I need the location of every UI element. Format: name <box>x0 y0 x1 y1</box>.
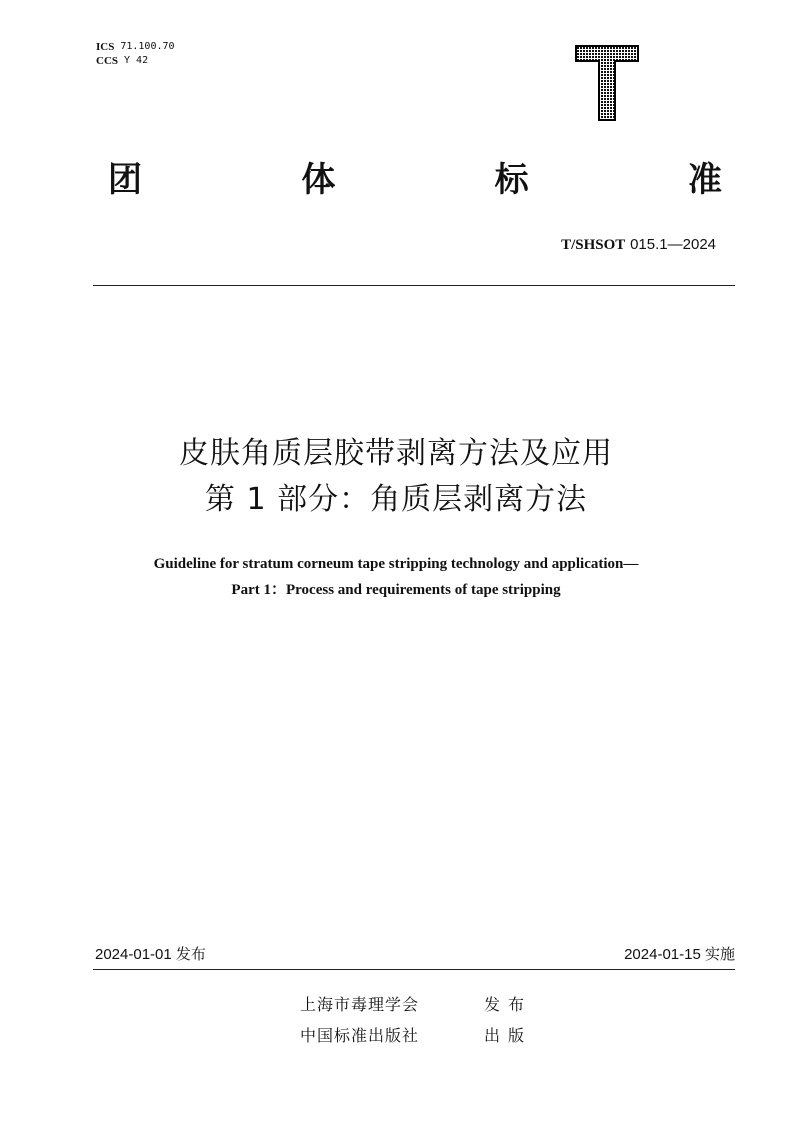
title-en-line2: Part 1：Process and requirements of tape stripping <box>231 582 561 598</box>
title-cn-line2: 第 1 部分：角质层剥离方法 <box>204 482 588 517</box>
issuer-action: 出版 <box>484 1026 533 1045</box>
bottom-divider <box>93 969 735 970</box>
issuer-row <box>300 993 532 1017</box>
category-char: 准 <box>687 160 722 200</box>
standard-number-prefix: T/SHSOT <box>561 237 626 253</box>
standard-logo-icon <box>574 44 640 122</box>
issuer-action: 发布 <box>484 995 533 1014</box>
standard-number <box>561 234 716 255</box>
title-cn-line1: 皮肤角质层胶带剥离方法及应用 <box>179 436 613 471</box>
issuer-row <box>300 1024 532 1048</box>
top-divider <box>93 285 735 286</box>
ccs-value: Y 42 <box>124 55 149 66</box>
category-char: 标 <box>494 160 529 200</box>
classification-codes <box>96 40 175 68</box>
title-en-line1: Guideline for stratum corneum tape stripping technology and application— <box>153 556 639 572</box>
ccs-label: CCS <box>96 55 119 67</box>
standard-number-value: 015.1—2024 <box>630 236 716 253</box>
ics-value: 71.100.70 <box>120 41 175 52</box>
ics-code <box>96 40 175 54</box>
ics-label: ICS <box>96 41 115 53</box>
implement-date: 2024-01-15 实施 <box>624 946 735 963</box>
category-char: 团 <box>108 160 142 200</box>
publish-date: 2024-01-01 发布 <box>95 946 206 963</box>
ccs-code <box>96 54 175 68</box>
standard-category <box>108 160 722 200</box>
issuer-org: 中国标准出版社 <box>300 1026 420 1045</box>
issuer-org: 上海市毒理学会 <box>300 995 420 1014</box>
category-char: 体 <box>301 160 336 200</box>
